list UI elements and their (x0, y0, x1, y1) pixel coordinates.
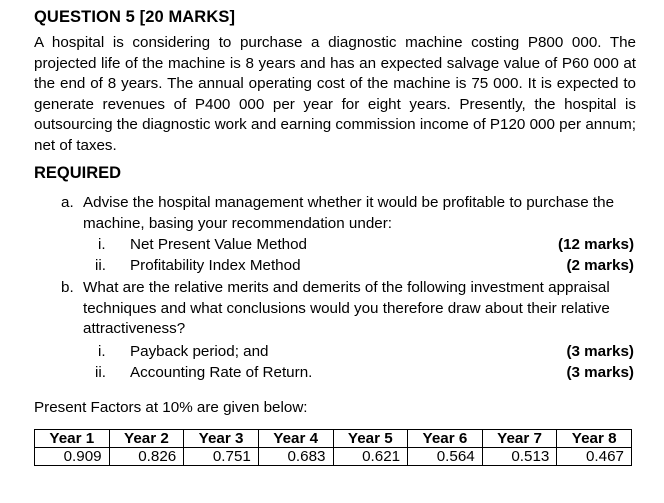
required-heading: REQUIRED (34, 164, 122, 182)
table-header-cell: Year 7 (482, 430, 557, 448)
table-cell: 0.564 (408, 448, 483, 466)
part-a-text: Advise the hospital management whether it would be profitable to purchase the machine, basing your recommendation under: (83, 194, 615, 232)
table-cell: 0.751 (184, 448, 259, 466)
part-a-item-1-marker: i. (98, 236, 106, 253)
part-b-item-1-marker: i. (98, 343, 106, 360)
table-header-cell: Year 2 (109, 430, 184, 448)
part-a-item-2-marks: (2 marks) (566, 257, 634, 274)
table-header-cell: Year 8 (557, 430, 632, 448)
part-b-item-2-label: Accounting Rate of Return. (130, 364, 313, 381)
part-a-item-1-marks: (12 marks) (558, 236, 634, 253)
table-header-cell: Year 5 (333, 430, 408, 448)
table-header-cell: Year 1 (35, 430, 110, 448)
part-b-item-1-marks: (3 marks) (566, 343, 634, 360)
table-cell: 0.513 (482, 448, 557, 466)
question-intro: A hospital is considering to purchase a diagnostic machine costing P800 000. The projected life of the machine is 8 years and has an expected salvage value of P60 000 at the end of 8 years. The annual operating cost of the machine is 75 000. It is expected to generate revenues of P400 000 per year for eight years. Presently, the hospital is outsourcing the diagnostic work and earning commission income of P120 000 per annum; net of taxes. (34, 34, 636, 154)
table-cell: 0.683 (258, 448, 333, 466)
part-b-item-2-marks: (3 marks) (566, 364, 634, 381)
table-cell: 0.909 (35, 448, 110, 466)
table-cell: 0.621 (333, 448, 408, 466)
part-a-item-2-marker: ii. (95, 257, 106, 274)
table-row (35, 448, 632, 466)
part-a-item-2-label: Profitability Index Method (130, 257, 301, 274)
table-cell: 0.467 (557, 448, 632, 466)
part-b-item-2-marker: ii. (95, 364, 106, 381)
question-heading: QUESTION 5 [20 MARKS] (34, 8, 236, 26)
part-a-marker: a. (61, 194, 74, 211)
table-cell: 0.826 (109, 448, 184, 466)
part-a-item-1-label: Net Present Value Method (130, 236, 308, 253)
present-factors-label: Present Factors at 10% are given below: (34, 399, 308, 416)
table-header-row (35, 430, 632, 448)
present-factors-table (34, 429, 632, 466)
table-header-cell: Year 6 (408, 430, 483, 448)
part-b-item-1-label: Payback period; and (130, 343, 269, 360)
table-header-cell: Year 3 (184, 430, 259, 448)
part-b-text: What are the relative merits and demerits of the following investment appraisal techniques and what conclusions would you therefore draw about their relative attractiveness? (83, 279, 610, 337)
part-b-marker: b. (61, 279, 74, 296)
table-header-cell: Year 4 (258, 430, 333, 448)
